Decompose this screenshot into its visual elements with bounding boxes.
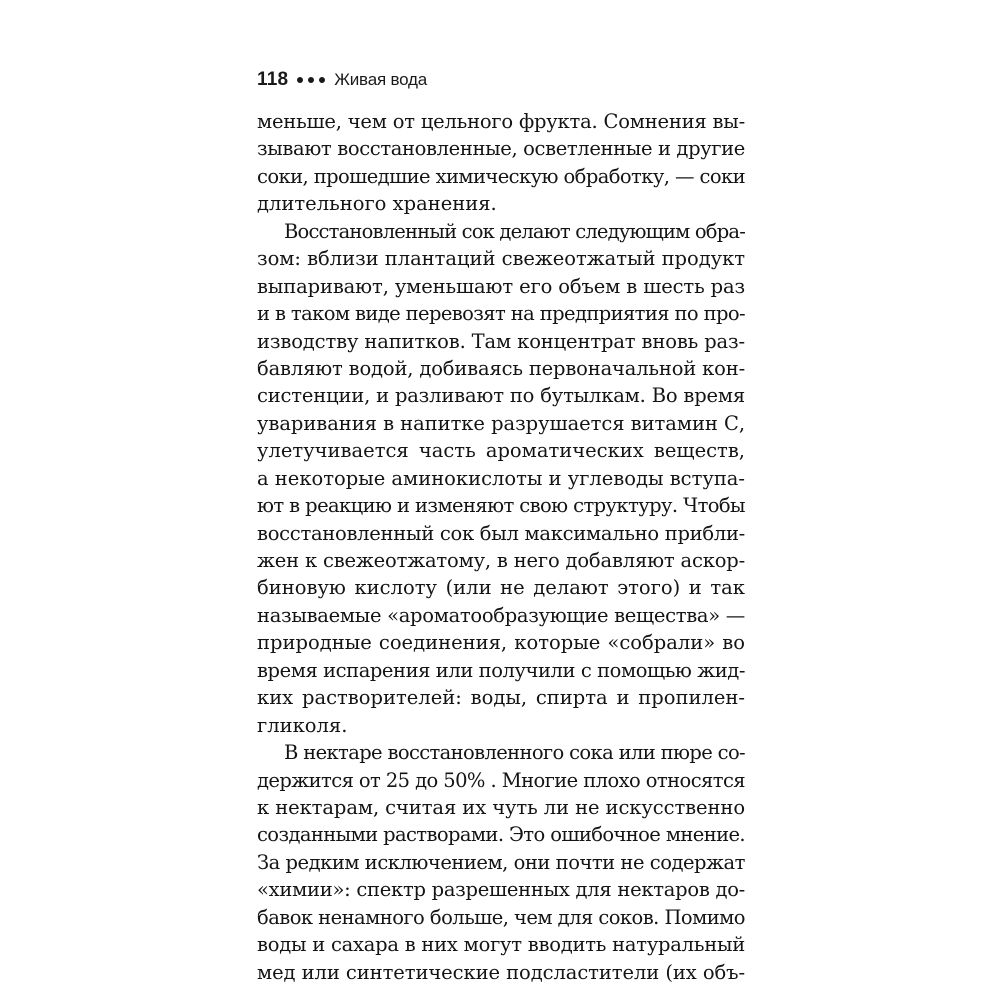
text-line: уваривания в напитке разрушается витамин С, (257, 411, 745, 435)
text-line: биновую кислоту (или не делают этого) и так (257, 576, 745, 600)
text-line: держится от 25 до 50% . Многие плохо относятся (257, 768, 745, 792)
text-line: улетучивается часть ароматических веществ, (257, 439, 745, 463)
running-title: Живая вода (334, 70, 427, 89)
text-line: За редким исключением, они почти не содержат (257, 850, 745, 874)
dot-icon (297, 77, 303, 83)
text-line: «химии»: спектр разрешенных для нектаров до- (257, 878, 745, 902)
running-header (257, 66, 427, 94)
text-line: длительного хранения. (257, 192, 497, 216)
text-line: и в таком виде перевозят на предприятия по про- (257, 302, 745, 326)
text-line: а некоторые аминокислоты и углеводы вступа- (257, 466, 745, 490)
dot-icon (319, 77, 325, 83)
text-line: созданными растворами. Это ошибочное мнение. (257, 823, 745, 847)
text-line: зывают восстановленные, осветленные и другие (257, 137, 745, 161)
text-line: ют в реакцию и изменяют свою структуру. Чтобы (257, 494, 745, 518)
page-number: 118 (257, 69, 289, 90)
text-line: Восстановленный сок делают следующим обра- (284, 219, 745, 243)
text-line: гликоля. (257, 713, 348, 737)
text-line: жен к свежеотжатому, в него добавляют аскор- (257, 549, 745, 572)
text-line: изводству напитков. Там концентрат вновь раз- (257, 329, 745, 353)
text-line: природные соединения, которые «собрали» во (257, 631, 745, 655)
text-line: к нектарам, считая их чуть ли не искусственно (257, 795, 745, 819)
text-line: выпаривают, уменьшают его объем в шесть раз (257, 274, 745, 298)
body-text (257, 108, 745, 986)
text-line: зом: вблизи плантаций свежеотжатый продукт (257, 247, 745, 271)
text-line: ких растворителей: воды, спирта и пропилен- (257, 686, 745, 710)
text-line: соки, прошедшие химическую обработку, — соки (257, 164, 745, 188)
text-line: систенции, и разливают по бутылкам. Во время (257, 384, 745, 408)
text-line: меньше, чем от цельного фрукта. Сомнения вы- (257, 110, 745, 133)
text-line: бавляют водой, добиваясь первоначальной кон- (257, 356, 745, 380)
dot-icon (308, 77, 314, 83)
text-line: воды и сахара в них могут вводить натуральный (257, 933, 745, 957)
text-line: называемые «ароматообразующие вещества» — (257, 603, 745, 627)
text-line: восстановленный сок был максимально прибли- (257, 521, 745, 545)
text-line: время испарения или получили с помощью жид- (257, 658, 745, 682)
text-line: В нектаре восстановленного сока или пюре со- (284, 741, 745, 765)
text-line: мед или синтетические подсластители (их объ- (257, 960, 745, 984)
text-line: бавок ненамного больше, чем для соков. Помимо (257, 905, 745, 929)
header-dots-ornament (297, 77, 325, 83)
